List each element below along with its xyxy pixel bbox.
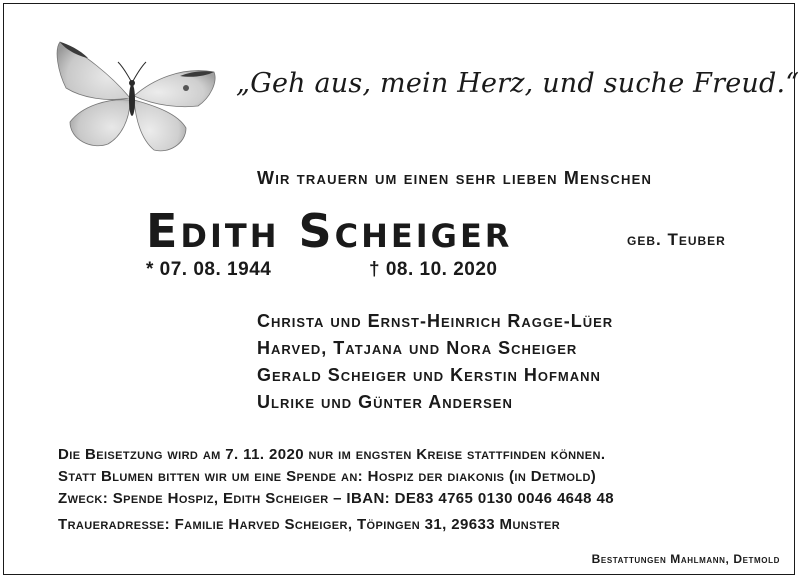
- birth-name: geb. Teuber: [627, 230, 726, 249]
- mourner-line: Harved, Tatjana und Nora Scheiger: [257, 338, 578, 358]
- info-line: Statt Blumen bitten wir um eine Spende an: Hospiz der diakonis (in Detmold): [58, 468, 597, 485]
- deceased-name: Edith Scheiger: [146, 204, 513, 258]
- info-line: Zweck: Spende Hospiz, Edith Scheiger – IBAN: DE83 4765 0130 0046 4648 48: [58, 490, 614, 507]
- headline: Wir trauern um einen sehr lieben Menschen: [257, 168, 653, 188]
- info-line: Die Beisetzung wird am 7. 11. 2020 nur im engsten Kreise stattfinden können.: [58, 446, 606, 463]
- mourner-line: Ulrike und Günter Andersen: [257, 392, 513, 412]
- obituary-notice: [3, 3, 800, 575]
- birth-date: * 07. 08. 1944: [146, 259, 272, 280]
- mourners-list: [257, 311, 613, 419]
- mourner-line: Gerald Scheiger und Kerstin Hofmann: [257, 365, 601, 385]
- funeral-info: [58, 446, 614, 512]
- death-date: † 08. 10. 2020: [369, 259, 498, 280]
- quote: „Geh aus, mein Herz, und suche Freud.“: [236, 68, 800, 99]
- undertaker: Bestattungen Mahlmann, Detmold: [591, 552, 780, 566]
- butterfly-icon: [52, 36, 224, 158]
- mourning-address: Traueradresse: Familie Harved Scheiger, Töpingen 31, 29633 Munster: [58, 516, 561, 533]
- mourner-line: Christa und Ernst-Heinrich Ragge-Lüer: [257, 311, 614, 331]
